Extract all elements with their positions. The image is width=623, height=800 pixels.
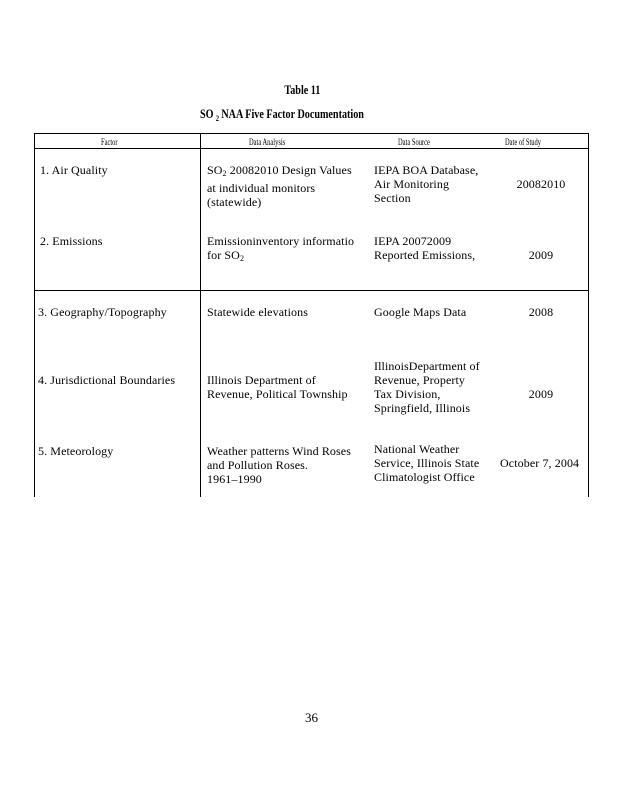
row5-date: October 7, 2004 (500, 456, 580, 470)
row5-analysis-line3: 1961–1990 (207, 472, 262, 486)
row3-analysis: Statewide elevations (207, 305, 308, 319)
row4-source-line3: Tax Division, (374, 387, 441, 401)
row1-analysis-sub: 2 (222, 169, 227, 178)
row5-source-line3: Climatologist Office (374, 470, 475, 484)
row2-factor: 2. Emissions (40, 234, 103, 248)
table-left-border (34, 133, 35, 497)
row5-analysis (207, 444, 351, 486)
row1-source (374, 163, 478, 205)
table-title: Table 11 (284, 82, 321, 97)
row2-date: 2009 (528, 248, 554, 262)
row4-source-line1: IllinoisDepartment of (374, 359, 480, 373)
row5-source (374, 442, 479, 484)
row1-source-line1: IEPA BOA Database, (374, 163, 479, 177)
row1-analysis-line2: at individual monitors (207, 181, 316, 195)
row4-date: 2009 (528, 387, 554, 401)
row1-source-line2: Air Monitoring (374, 177, 450, 191)
row3-factor: 3. Geography/Topography (38, 305, 167, 319)
table-top-border (34, 133, 589, 134)
section-divider (34, 290, 589, 291)
row2-analysis-line1: Emissioninventory informatio (207, 234, 355, 248)
row2-analysis-sub: 2 (239, 254, 245, 263)
header-data-source: Data Source (398, 137, 430, 147)
subtitle-rest: NAA Five Factor Documentation (221, 106, 364, 121)
row4-factor: 4. Jurisdictional Boundaries (38, 373, 176, 387)
page-number: 36 (305, 710, 318, 725)
row2-source-line1: IEPA 20072009 (374, 234, 452, 248)
row3-source: Google Maps Data (374, 305, 467, 319)
row1-analysis (207, 163, 352, 209)
row4-source-line2: Revenue, Property (374, 373, 466, 387)
row2-analysis-line2: for SO (207, 248, 240, 262)
row5-factor: 5. Meteorology (38, 444, 114, 458)
row3-date: 2008 (528, 305, 554, 319)
row5-source-line1: National Weather (374, 442, 460, 456)
header-date-of-study: Date of Study (505, 137, 541, 147)
row4-analysis-line1: Illinois Department of (207, 373, 316, 387)
row4-analysis (207, 373, 348, 401)
row5-analysis-line2: and Pollution Roses. (207, 458, 309, 472)
subtitle-prefix: SO (200, 106, 214, 121)
row1-analysis-so: SO (207, 163, 223, 177)
row4-analysis-line2: Revenue, Political Township (207, 387, 348, 401)
header-bottom-border (34, 148, 589, 149)
row4-source-line4: Springfield, Illinois (374, 401, 471, 415)
row2-source-line2: Reported Emissions, (374, 248, 476, 262)
row2-source (374, 234, 475, 262)
row1-date: 20082010 (516, 177, 566, 191)
row1-analysis-line3: (statewide) (207, 195, 262, 209)
header-factor: Factor (101, 137, 118, 147)
row1-source-line3: Section (374, 191, 411, 205)
row1-analysis-line1: 20082010 Design Values (226, 163, 352, 177)
row5-source-line2: Service, Illinois State (374, 456, 480, 470)
table-right-border (588, 133, 589, 497)
row1-factor: 1. Air Quality (40, 163, 108, 177)
row2-analysis (207, 234, 354, 266)
column-divider-1 (200, 133, 201, 497)
table-subtitle (200, 106, 364, 122)
row5-analysis-line1: Weather patterns Wind Roses (207, 444, 351, 458)
subtitle-subscript: 2 (215, 114, 219, 123)
header-data-analysis: Data Analysis (249, 137, 286, 147)
row4-source (374, 359, 480, 415)
